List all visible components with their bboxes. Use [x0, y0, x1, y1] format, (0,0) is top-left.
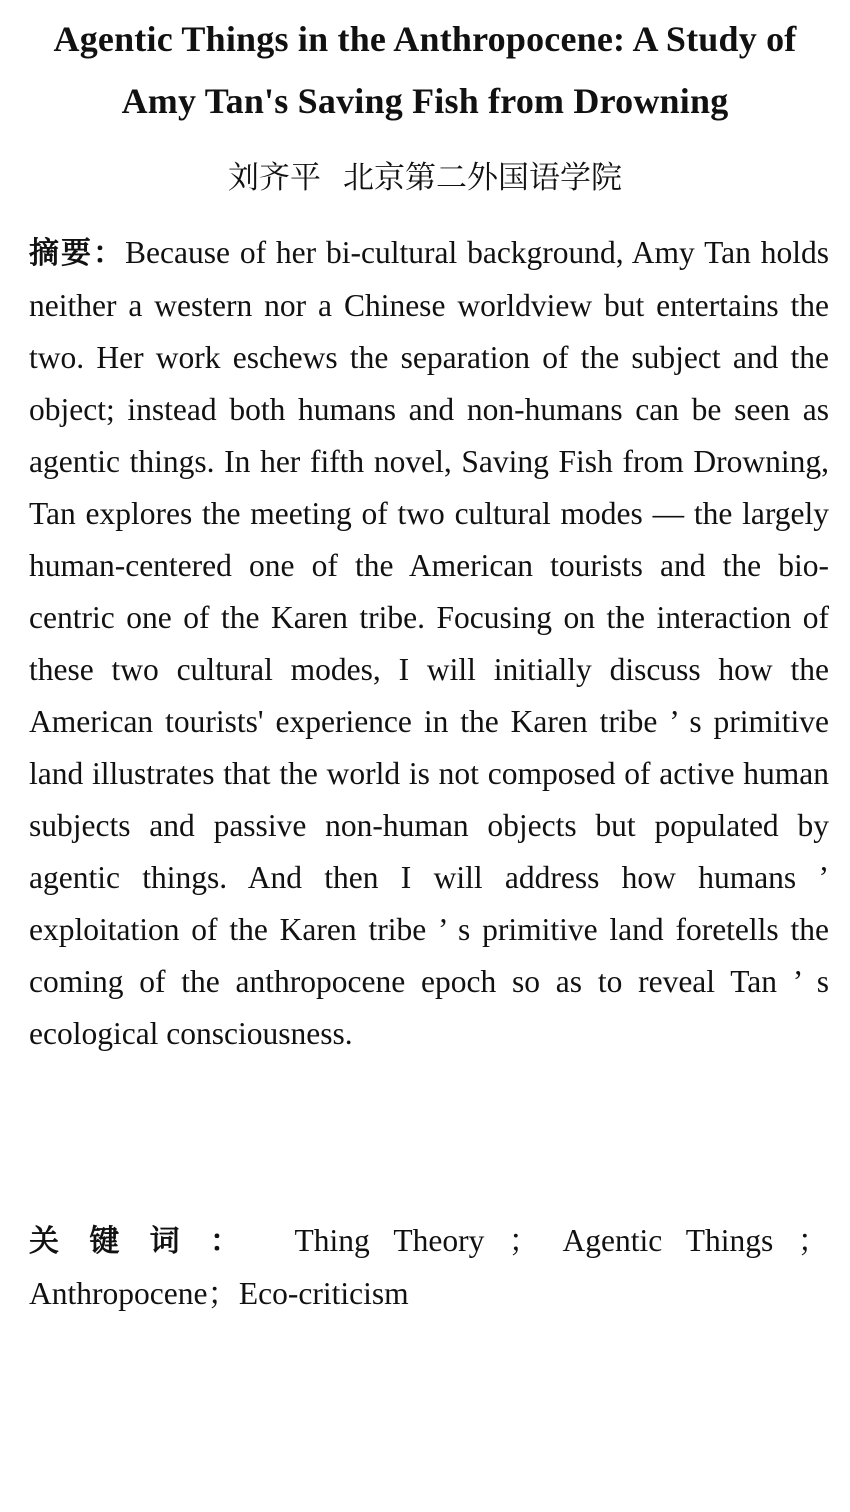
keywords: [29, 1215, 829, 1320]
keywords-text: Thing Theory ； Agentic Things ； Anthropocene；Eco-criticism: [29, 1223, 830, 1311]
abstract: [29, 227, 829, 1060]
author-line: [0, 153, 850, 203]
paper-title: Agentic Things in the Anthropocene: A Study of Amy Tan's Saving Fish from Drowning: [53, 19, 797, 121]
author-affiliation: 北京第二外国语学院: [343, 160, 622, 196]
abstract-label: 摘要：: [29, 236, 125, 271]
keywords-label: 关键词：: [29, 1224, 271, 1259]
author-name: 刘齐平: [228, 160, 321, 196]
abstract-text: Because of her bi-cultural background, Amy Tan holds neither a western nor a Chinese worldview but entertains the two. Her work eschews the separation of the subject and the object; instead both humans and non-humans can be seen as agentic things. In her fifth novel, Saving Fish from Drowning, Tan explores the meeting of two cultural modes — the largely human-centered one of the American tourists and the bio-centric one of the Karen tribe. Focusing on the interaction of these two cultural modes, I will initially discuss how the American tourists' experience in the Karen tribe ’ s primitive land illustrates that the world is not composed of active human subjects and passive non-human objects but populated by agentic things. And then I will address how humans ’ exploitation of the Karen tribe ’ s primitive land foretells the coming of the anthropocene epoch so as to reveal Tan ’ s ecological consciousness.: [29, 235, 829, 1051]
